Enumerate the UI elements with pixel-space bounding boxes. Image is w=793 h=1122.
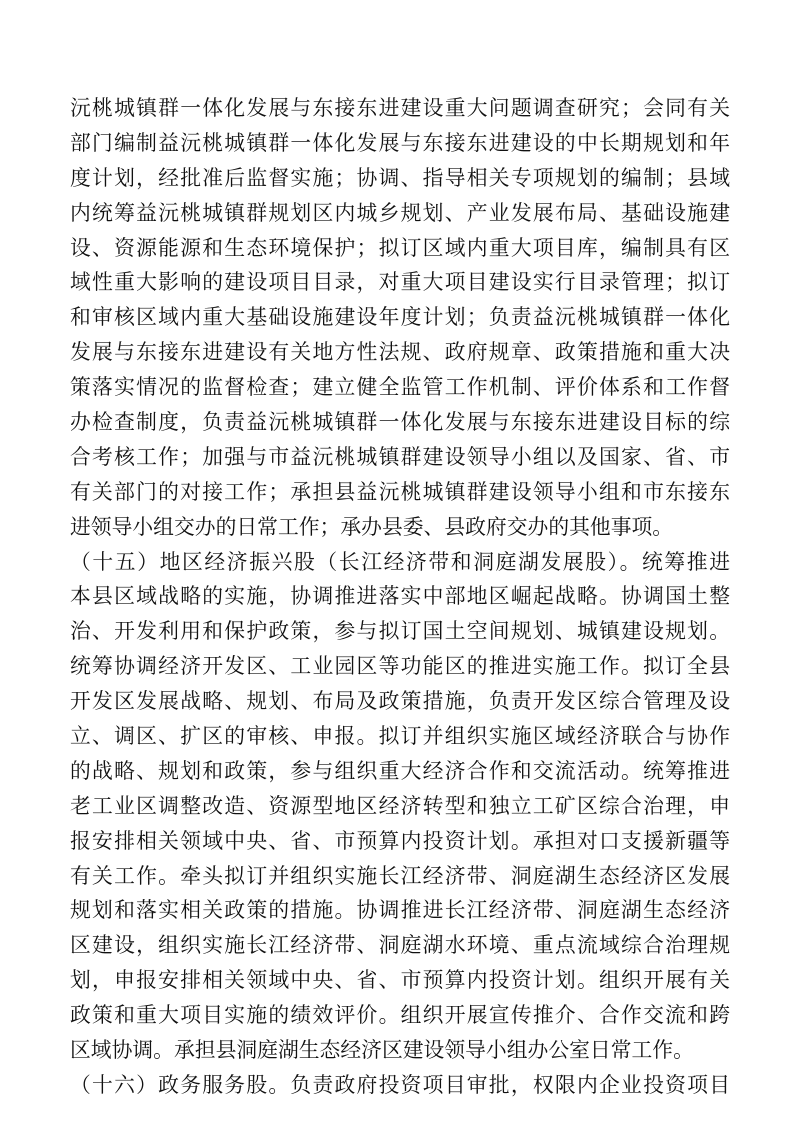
text-line: 老工业区调整改造、资源型地区经济转型和独立工矿区综合治理，申 [70,793,730,818]
text-line: 内统筹益沅桃城镇群规划区内城乡规划、产业发展布局、基础设施建 [70,200,730,225]
text-line: 区建设，组织实施长江经济带、洞庭湖水环境、重点流域综合治理规 [70,933,730,958]
text-line: 统筹协调经济开发区、工业园区等功能区的推进实施工作。拟订全县 [70,654,730,679]
text-line: 沅桃城镇群一体化发展与东接东进建设重大问题调查研究；会同有关 [70,96,730,120]
text-line: 发展与东接东进建设有关地方性法规、政府规章、政策措施和重大决 [70,340,730,365]
text-line: 划，申报安排相关领域中央、省、市预算内投资计划。组织开展有关 [70,968,730,993]
text-line: 政策和重大项目实施的绩效评价。组织开展宣传推介、合作交流和跨 [70,1003,730,1028]
text-line: 和审核区域内重大基础设施建设年度计划；负责益沅桃城镇群一体化 [70,305,730,330]
text-line: 开发区发展战略、规划、布局及政策措施，负责开发区综合管理及设 [70,689,730,714]
text-line: 立、调区、扩区的审核、申报。拟订并组织实施区域经济联合与协作 [70,724,730,749]
text-line: 有关部门的对接工作；承担县益沅桃城镇群建设领导小组和市东接东 [70,479,730,504]
text-line: 治、开发利用和保护政策，参与拟订国土空间规划、城镇建设规划。 [70,619,730,644]
text-line: 合考核工作；加强与市益沅桃城镇群建设领导小组以及国家、省、市 [70,444,730,469]
text-line: 办检查制度，负责益沅桃城镇群一体化发展与东接东进建设目标的综 [70,410,730,435]
text-line: 策落实情况的监督检查；建立健全监管工作机制、评价体系和工作督 [70,375,730,400]
body-text [70,91,730,1103]
text-line: 的战略、规划和政策，参与组织重大经济合作和交流活动。统筹推进 [70,758,730,783]
section-heading-line: （十六）政务服务股。负责政府投资项目审批，权限内企业投资项目 [70,1072,730,1097]
text-line: 区域协调。承担县洞庭湖生态经济区建设领导小组办公室日常工作。 [70,1038,694,1063]
text-line: 规划和落实相关政策的措施。协调推进长江经济带、洞庭湖生态经济 [70,898,730,923]
text-line: 设、资源能源和生态环境保护；拟订区域内重大项目库，编制具有区 [70,235,730,260]
text-line: 度计划，经批准后监督实施；协调、指导相关专项规划的编制；县域 [70,165,730,190]
text-line: 部门编制益沅桃城镇群一体化发展与东接东进建设的中长期规划和年 [70,130,730,155]
text-line: 域性重大影响的建设项目目录，对重大项目建设实行目录管理；拟订 [70,270,730,295]
section-heading-line: （十五）地区经济振兴股（长江经济带和洞庭湖发展股）。统筹推进 [70,549,730,574]
text-line: 有关工作。牵头拟订并组织实施长江经济带、洞庭湖生态经济区发展 [70,863,730,888]
text-line: 报安排相关领域中央、省、市预算内投资计划。承担对口支援新疆等 [70,828,730,853]
text-line: 进领导小组交办的日常工作；承办县委、县政府交办的其他事项。 [70,514,674,539]
text-line: 本县区域战略的实施，协调推进落实中部地区崛起战略。协调国土整 [70,584,730,609]
